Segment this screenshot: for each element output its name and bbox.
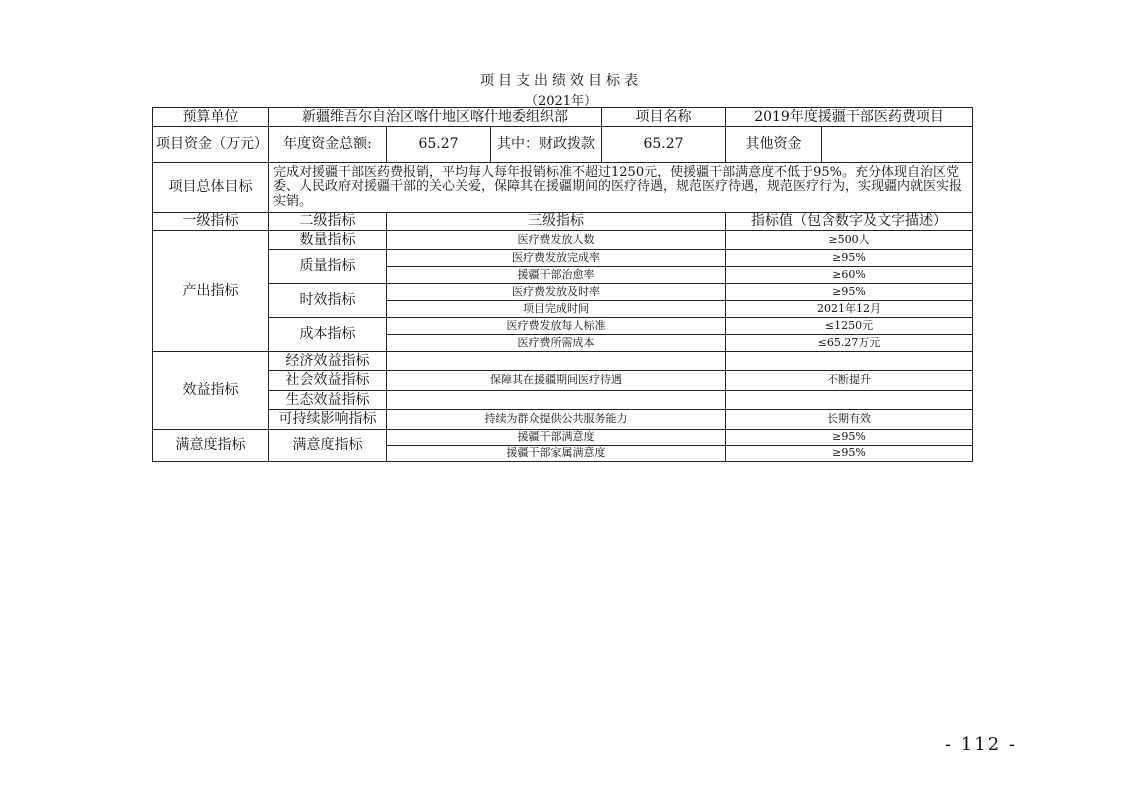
subgroup-quality: 质量指标: [269, 250, 387, 284]
col-header-level3: 三级指标: [387, 213, 726, 231]
subgroup-economic: 经济效益指标: [269, 352, 387, 371]
annual-total-value: 65.27: [387, 127, 491, 163]
page-number: - 112 -: [945, 734, 1017, 755]
subgroup-sustainable: 可持续影响指标: [269, 410, 387, 430]
table-title: 项目支出绩效目标表: [480, 73, 642, 89]
indicator-cell: [387, 391, 726, 410]
indicator-value: ≤65.27万元: [726, 335, 973, 352]
fiscal-funds-label: 其中：财政拨款: [491, 127, 602, 163]
indicator-value: ≥500人: [726, 231, 973, 250]
indicator-cell: 项目完成时间: [387, 301, 726, 318]
indicator-value: ≥95%: [726, 446, 973, 462]
indicator-cell: [387, 352, 726, 371]
annual-total-label: 年度资金总额:: [269, 127, 387, 163]
indicator-cell: 援疆干部家属满意度: [387, 446, 726, 462]
indicator-cell: 医疗费发放完成率: [387, 250, 726, 267]
indicator-cell: 医疗费发放及时率: [387, 284, 726, 301]
project-name-label: 项目名称: [602, 108, 726, 127]
subgroup-cost: 成本指标: [269, 318, 387, 352]
indicator-value: [726, 391, 973, 410]
performance-table: [152, 107, 973, 462]
group-output: 产出指标: [153, 231, 269, 352]
indicator-cell: 援疆干部治愈率: [387, 267, 726, 284]
other-funds-value: [822, 127, 973, 163]
table-year: （2021年）: [524, 94, 598, 109]
overall-goal-text: 完成对援疆干部医药费报销，平均每人每年报销标准不超过1250元，使援疆干部满意度不低于95%。充分体现自治区党委、人民政府对援疆干部的关心关爱，保障其在援疆期间的医疗待遇，规范医疗待遇，规范医疗行为，实现疆内就医实报实销。: [269, 163, 973, 213]
indicator-value: ≥95%: [726, 250, 973, 267]
project-name-value: 2019年度援疆干部医药费项目: [726, 108, 973, 127]
budget-unit-value: 新疆维吾尔自治区喀什地区喀什地委组织部: [269, 108, 602, 127]
indicator-value: 长期有效: [726, 410, 973, 430]
indicator-value: ≤1250元: [726, 318, 973, 335]
indicator-value: ≥95%: [726, 284, 973, 301]
subgroup-ecological: 生态效益指标: [269, 391, 387, 410]
indicator-value: ≥95%: [726, 430, 973, 446]
subgroup-quantity: 数量指标: [269, 231, 387, 250]
indicator-cell: 保障其在援疆期间医疗待遇: [387, 371, 726, 391]
indicator-value: 2021年12月: [726, 301, 973, 318]
indicator-cell: 持续为群众提供公共服务能力: [387, 410, 726, 430]
indicator-cell: 医疗费所需成本: [387, 335, 726, 352]
fiscal-funds-value: 65.27: [602, 127, 726, 163]
col-header-level2: 二级指标: [269, 213, 387, 231]
col-header-value: 指标值（包含数字及文字描述）: [726, 213, 973, 231]
other-funds-label: 其他资金: [726, 127, 822, 163]
subgroup-social: 社会效益指标: [269, 371, 387, 391]
indicator-value: ≥60%: [726, 267, 973, 284]
indicator-value: 不断提升: [726, 371, 973, 391]
group-benefit: 效益指标: [153, 352, 269, 430]
group-satisfaction: 满意度指标: [153, 430, 269, 462]
subgroup-timeliness: 时效指标: [269, 284, 387, 318]
indicator-cell: 援疆干部满意度: [387, 430, 726, 446]
project-funds-label: 项目资金（万元）: [153, 127, 269, 163]
col-header-level1: 一级指标: [153, 213, 269, 231]
budget-unit-label: 预算单位: [153, 108, 269, 127]
overall-goal-label: 项目总体目标: [153, 163, 269, 213]
subgroup-satisfaction: 满意度指标: [269, 430, 387, 462]
indicator-value: [726, 352, 973, 371]
indicator-cell: 医疗费发放每人标准: [387, 318, 726, 335]
indicator-cell: 医疗费发放人数: [387, 231, 726, 250]
